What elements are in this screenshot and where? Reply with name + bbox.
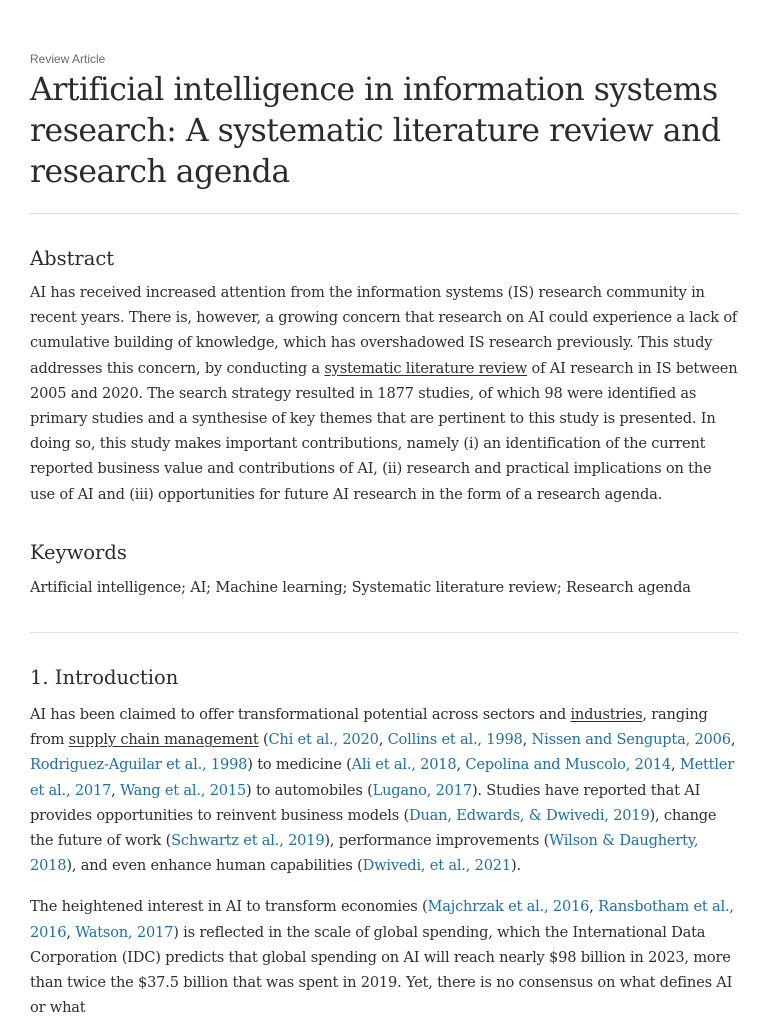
paragraph-text: The heightened interest in AI to transform economies ( — [30, 898, 428, 916]
introduction-paragraph-1 — [30, 702, 738, 878]
reference-link[interactable]: Watson, 2017 — [75, 923, 174, 941]
reference-link[interactable]: Wilson & Daugherty, 2018 — [30, 832, 699, 875]
paragraph-text: ). Studies have reported that AI provides opportunities to reinvent business models ( — [30, 781, 701, 824]
reference-link[interactable]: Ali et al., 2018 — [351, 756, 457, 774]
reference-link[interactable]: Ransbotham et al., 2016 — [30, 898, 734, 941]
separator: , — [522, 731, 532, 749]
paragraph-text: , ranging from — [30, 706, 708, 749]
divider — [30, 632, 738, 633]
reference-link[interactable]: Rodriguez-Aguilar et al., 1998 — [30, 756, 248, 774]
reference-link[interactable]: Chi et al., 2020 — [268, 731, 379, 749]
reference-link[interactable]: Majchrzak et al., 2016 — [427, 898, 590, 916]
paragraph-text: AI has been claimed to offer transformational potential across sectors and — [30, 706, 571, 724]
reference-link[interactable]: Duan, Edwards, & Dwivedi, 2019 — [408, 806, 650, 824]
introduction-heading: 1. Introduction — [30, 666, 179, 690]
abstract-text-part: of AI research in IS between 2005 and 2020. The search strategy resulted in 1877 studies, of which 98 were identified as primary studies and a synthesise of key themes that are pertinent to this study is presented. In doing so, this study makes important contributions, namely (i) an identification of the current reported business value and contributions of AI, (ii) research and practical implications on the use of AI and (iii) opportunities for future AI research in the form of a research agenda. — [30, 359, 738, 503]
separator: , — [66, 923, 76, 941]
paragraph-text: ), and even enhance human capabilities ( — [66, 857, 363, 875]
industries-link[interactable]: industries — [570, 706, 643, 724]
paragraph-text: ). — [510, 857, 521, 875]
paragraph-text: ) to automobiles ( — [246, 781, 373, 799]
abstract-text-part: AI has received increased attention from the information systems (IS) research community in recent years. There is, however, a growing concern that research on AI could experience a lack of cumulative building of knowledge, which has overshadowed IS research previously. This study addresses this concern, by conducting a — [30, 284, 738, 377]
introduction-section — [30, 666, 738, 1020]
reference-link[interactable]: Nissen and Sengupta, 2006 — [531, 731, 731, 749]
divider — [30, 213, 738, 214]
paragraph-text: ), performance improvements ( — [324, 832, 550, 850]
reference-link[interactable]: Cepolina and Muscolo, 2014 — [465, 756, 671, 774]
article-title: Artificial intelligence in information systems research: A systematic literature review and research agenda — [30, 72, 721, 190]
paragraph-text: ) is reflected in the scale of global spending, which the International Data Corporation (IDC) predicts that global spending on AI will reach nearly $98 billion in 2023, more than twice the $37.5 billion that was spent in 2019. Yet, there is no consensus on what defines AI or what — [30, 923, 733, 1017]
systematic-literature-review-link[interactable]: systematic literature review — [324, 359, 528, 377]
reference-link[interactable]: Mettler et al., 2017 — [30, 756, 735, 799]
introduction-paragraph-2 — [30, 894, 738, 1020]
reference-link[interactable]: Lugano, 2017 — [372, 781, 472, 799]
paragraph-text: ) to medicine ( — [247, 756, 352, 774]
keywords-heading: Keywords — [30, 540, 127, 564]
reference-link[interactable]: Collins et al., 1998 — [387, 731, 523, 749]
reference-link[interactable]: Wang et al., 2015 — [120, 781, 247, 799]
abstract-section — [30, 247, 738, 507]
separator: , — [730, 731, 736, 749]
reference-link[interactable]: Dwivedi, et al., 2021 — [362, 857, 511, 875]
article-type-label: Review Article — [30, 52, 106, 66]
abstract-text — [30, 280, 738, 507]
paragraph-text: ), change the future of work ( — [30, 806, 717, 850]
separator: , — [456, 756, 466, 774]
separator: , — [670, 756, 680, 774]
reference-link[interactable]: Schwartz et al., 2019 — [171, 832, 325, 850]
paragraph-text: ( — [258, 731, 269, 749]
keywords-list: Artificial intelligence; AI; Machine learning; Systematic literature review; Research agenda — [30, 578, 691, 596]
supply-chain-management-link[interactable]: supply chain management — [68, 731, 259, 749]
abstract-heading: Abstract — [30, 247, 115, 270]
separator: , — [111, 781, 121, 799]
separator: , — [589, 898, 599, 916]
separator: , — [378, 731, 388, 749]
keywords-section — [30, 541, 738, 600]
